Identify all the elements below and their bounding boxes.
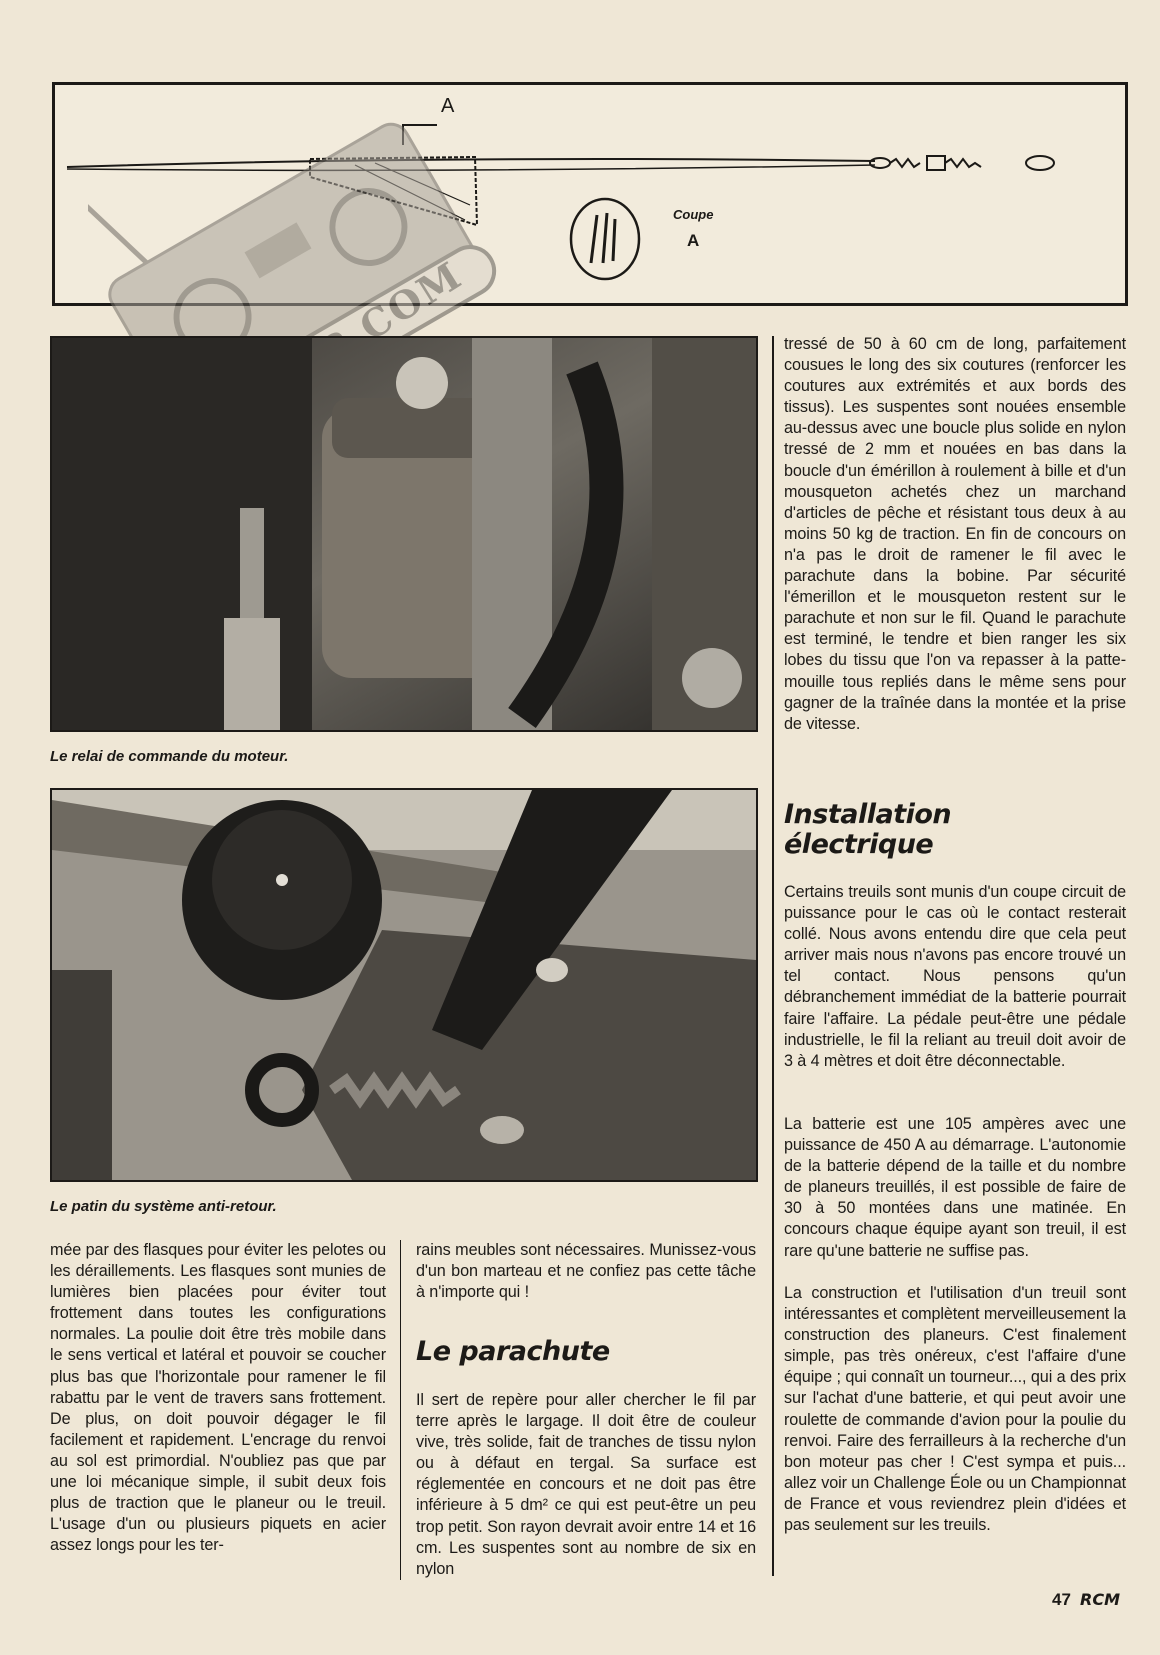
magazine-logo: RCM	[1080, 1590, 1120, 1609]
column-2-top-text: rains meubles sont nécessaires. Munissez-vous d'un bon marteau et ne confiez pas cette tâche à n'importe qui !	[416, 1241, 756, 1302]
coupe-a-label: A	[687, 231, 700, 250]
photo-anti-retour	[50, 788, 758, 1182]
heading-installation: Installation électrique	[784, 799, 952, 860]
photo-relay	[50, 336, 758, 732]
column-3-paragraph-1: Certains treuils sont munis d'un coupe circuit de puissance pour le cas où le contact resterait collé. Nous avons entendu dire que cela peut arriver mais nous n'avons pas encore trouvé un tel contact. Nous pensons qu'un débranchement immédiat de la batterie pourrait faire l'affaire. La pédale peut-être une pédale industrielle, le fil la reliant au treuil doit avoir de 3 à 4 mètres et doit être déconnectable.	[784, 883, 1126, 1070]
section-label-a: A	[441, 95, 455, 117]
column-2-bottom-text: Il sert de repère pour aller chercher le fil par terre après le largage. Il doit être de couleur vive, très solide, fait de tranches de tissu nylon ou à défaut en tergal. Sa surface est réglementée en concours et ne doit pas être inférieure à 5 dm² ce qui est peut-être un peu trop petit. Son rayon devrait avoir entre 14 et 16 cm. Les suspentes sont au nombre de six en nylon	[416, 1391, 756, 1578]
heading-parachute: Le parachute	[416, 1336, 610, 1367]
column-3-paragraph-3: La construction et l'utilisation d'un treuil sont intéressantes et complètent merveilleusement la construction des planeurs. C'est finalement simple, pas très onéreux, c'est l'affaire d'une équipe ; qui connaît un tourneur..., qui a des prix sur l'achat d'une batterie, et qui peut avoir une roulette de commande d'avion pour la poulie du renvoi. Faire des ferrailleurs à la recherche d'un bon moteur pas cher ! C'est sympa et puis... allez voir un Challenge Éole ou un Championnat de France et vous reviendrez plein d'idées et pas seulement sur les treuils.	[784, 1284, 1126, 1535]
column-divider-left	[400, 1240, 401, 1580]
column-1-text: mée par des flasques pour éviter les pelotes ou les déraillements. Les flasques sont munies de lumières bien placées pour éviter tout frottement dans toutes les configurations normales. La poulie doit être très mobile dans le sens vertical et latéral et pouvoir se coucher plus bas que l'horizontale pour ramener le fil rabattu par le vent de travers sans frottement. De plus, on doit pouvoir dégager le fil facilement et rapidement. L'encrage du renvoi au sol est primordial. N'oubliez pas que par une loi mécanique simple, il subit deux fois plus de traction que le planeur ou le treuil. L'usage d'un ou plusieurs piquets en acier assez longs pour les ter-	[50, 1241, 386, 1555]
page-number: 47	[1052, 1590, 1071, 1609]
column-3-top-text: tressé de 50 à 60 cm de long, parfaitement cousues le long des six coutures (renforcer les coutures aux extrémités et aux bords des tissus). Les suspentes sont nouées ensemble au-dessus avec une boucle plus solide en nylon tressé de 2 mm et nouées en bas dans la boucle d'un émérillon à roulement à bille et d'un mousqueton achetés chez un marchand d'articles de pêche et résistant tous deux à au moins 50 kg de traction. En fin de concours on n'a pas le droit de ramener le fil avec le parachute dans la bobine. Par sécurité l'émerillon et le mousqueton restent sur le parachute et non sur le fil. Quand le parachute est terminé, le tendre et bien ranger les six lobes du tissu que l'on va repasser à la patte-mouille tous repliés dans le même sens pour gagner de la traînée dans la montée et la prise de vitesse.	[784, 335, 1126, 733]
column-3-paragraph-2: La batterie est une 105 ampères avec une puissance de 450 A au démarrage. L'autonomie de la batterie dépend de la taille et du nombre de planeurs treuillés, il est possible de faire de 30 à 50 montées dans une matinée. En concours chaque équipe ayant son treuil, il est rare qu'une batterie ne suffise pas.	[784, 1115, 1126, 1260]
coupe-label: Coupe	[673, 207, 714, 222]
photo2-caption: Le patin du système anti-retour.	[50, 1198, 277, 1215]
column-divider	[772, 336, 774, 1576]
photo1-caption: Le relai de commande du moteur.	[50, 748, 289, 765]
